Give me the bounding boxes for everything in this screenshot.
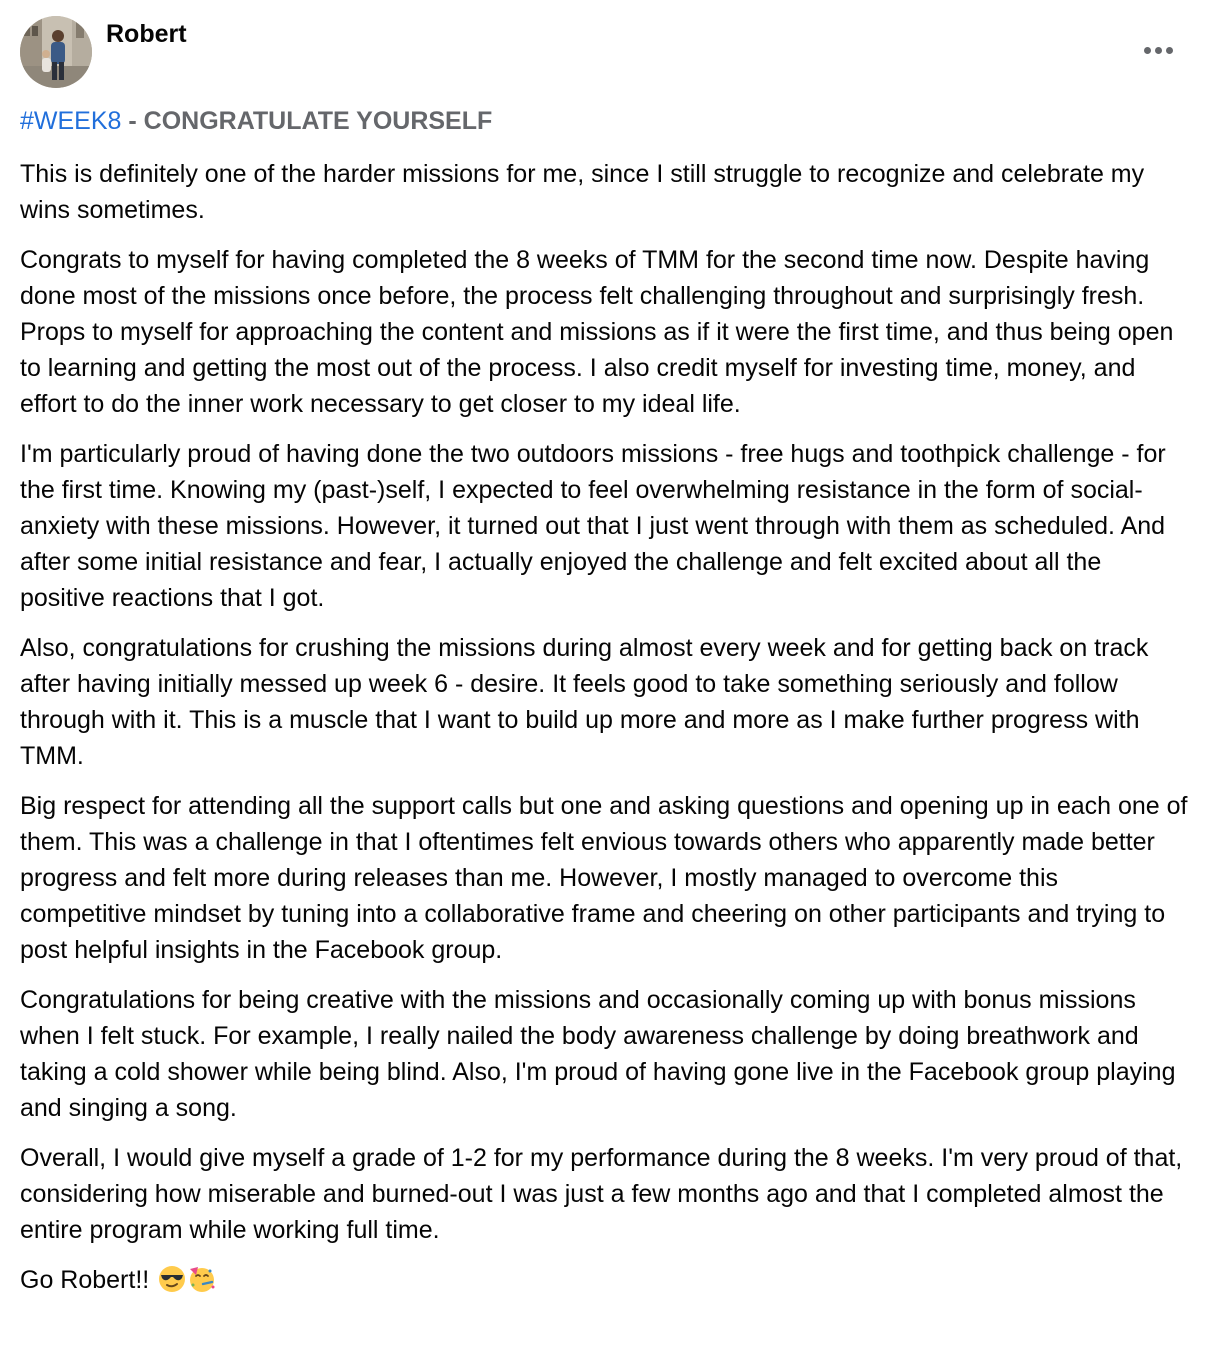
partying-face-emoji-icon	[188, 1265, 216, 1293]
avatar[interactable]	[20, 16, 92, 88]
paragraph: Big respect for attending all the support calls but one and asking questions and opening up in each one of them. This was a challenge in that I oftentimes felt envious towards others who apparently made better progress and felt more during releases than me. However, I mostly managed to overcome this competitive mindset by tuning into a collaborative frame and cheering on other participants and trying to post helpful insights in the Facebook group.	[20, 792, 1188, 964]
closing-text: Go Robert!!	[20, 1266, 157, 1294]
post-body	[20, 104, 1190, 1312]
post-header	[20, 16, 1190, 90]
author-name[interactable]: Robert	[106, 20, 187, 48]
more-dot-icon	[1144, 47, 1151, 54]
paragraph: This is definitely one of the harder missions for me, since I still struggle to recognize and celebrate my wins sometimes.	[20, 160, 1145, 224]
more-options-button[interactable]	[1136, 36, 1180, 64]
more-dot-icon	[1166, 47, 1173, 54]
post-title-text: - CONGRATULATE YOURSELF	[121, 107, 493, 135]
avatar-photo	[20, 16, 92, 88]
more-dot-icon	[1155, 47, 1162, 54]
paragraph: Also, congratulations for crushing the missions during almost every week and for getting back on track after having initially messed up week 6 - desire. It feels good to take something seriously and follow through with it. This is a muscle that I want to build up more and more as I make further progress with TMM.	[20, 634, 1149, 770]
hashtag-link[interactable]: #WEEK8	[20, 107, 122, 135]
paragraph: I'm particularly proud of having done the two outdoors missions - free hugs and toothpick challenge - for the first time. Knowing my (past-)self, I expected to feel overwhelming resistance in the form of social-anxiety with these missions. However, it turned out that I just went through with them as scheduled. And after some initial resistance and fear, I actually enjoyed the challenge and felt excited about all the positive reactions that I got.	[20, 440, 1166, 612]
paragraph: Congratulations for being creative with the missions and occasionally coming up with bonus missions when I felt stuck. For example, I really nailed the body awareness challenge by doing breathwork and taking a cold shower while being blind. Also, I'm proud of having gone live in the Facebook group playing and singing a song.	[20, 986, 1176, 1122]
post-title	[20, 104, 1190, 138]
closing-line	[20, 1262, 1190, 1298]
paragraph: Congrats to myself for having completed the 8 weeks of TMM for the second time now. Despite having done most of the missions once before, the process felt challenging throughout and surprisingly fresh. Props to myself for approaching the content and missions as if it were the first time, and thus being open to learning and getting the most out of the process. I also credit myself for investing time, money, and effort to do the inner work necessary to get closer to my ideal life.	[20, 246, 1174, 418]
sunglasses-face-emoji-icon	[158, 1265, 186, 1293]
paragraph: Overall, I would give myself a grade of 1-2 for my performance during the 8 weeks. I'm very proud of that, considering how miserable and burned-out I was just a few months ago and that I completed almost the entire program while working full time.	[20, 1144, 1183, 1244]
